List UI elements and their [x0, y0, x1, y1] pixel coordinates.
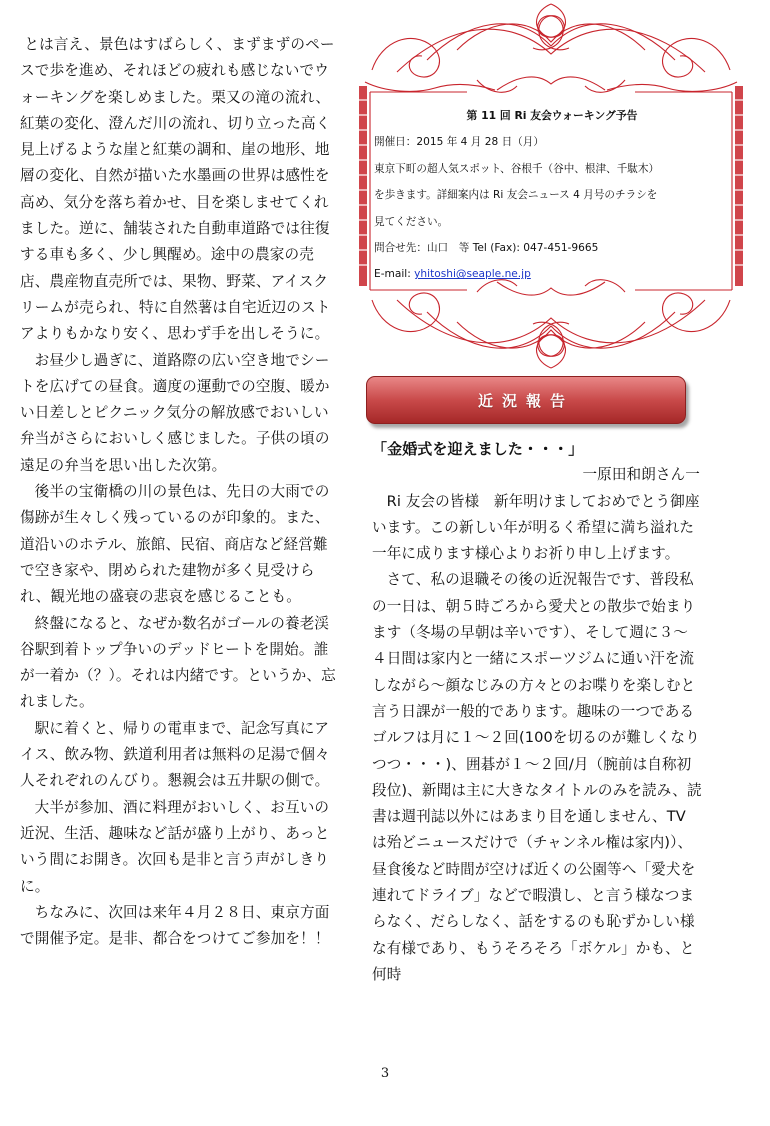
right-paragraph-2: さて、私の退職その後の近況報告です、普段私の一日は、朝５時ごろから愛犬との散歩で始まります（冬場の早朝は辛いです）、そして週に３～４日間は家内と一緒にスポーツジムに通い汗を流しながら～顔なじみの方々とのお喋りを楽しむと言う日課が一般的であります。趣味の一つであるゴルフは月に１～２回(100を切るのが難しくなりつつ・・・)、囲碁が１～２回/月（腕前は自称初段位)、新聞は主に大きなタイトルのみを読み、読書は週刊誌以外にはあまり目を通しません、TV は殆どニュースだけで（チャンネル権は家内)）、昼食後など時間が空けば近くの公園等へ「愛犬を連れてドライブ」などで暇潰し、と言う様なつまらなく、だらしなく、話をするのも恥ずかしい様な有様であり、もうそろそろ「ボケル」かも、と何時 [372, 571, 702, 983]
notice-email-link[interactable]: yhitoshi@seaple.ne.jp [414, 268, 531, 281]
left-paragraph-6: 大半が参加、酒に料理がおいしく、お互いの近況、生活、趣味など話が盛り上がり、あっという間にお開き。次回も是非と言う声がしきりに。 [20, 798, 330, 895]
left-paragraph-3: 後半の宝衛橋の川の景色は、先日の大雨での傷跡が生々しく残っているのが印象的。また、道沿いのホテル、旅館、民宿、商店など経営難で空き家や、閉められた建物が多く見受けられ、観光地の盛衰の悲哀を感じることも。 [20, 483, 330, 606]
page-number: 3 [380, 1066, 390, 1081]
article-author: 一原田和朗さん一 [582, 466, 700, 484]
left-paragraph-1: とは言え、景色はすばらしく、まずまずのペースで歩を進め、それほどの疲れも感じないでウォーキングを楽しめました。栗又の滝の流れ、紅葉の変化、澄んだ川の流れ、切り立った高く見上げるような崖と紅葉の調和、崖の地形、地層の変化、自然が描いた水墨画の世界は感性を高め、気分を落ち着かせ、目を楽しませてくれました。逆に、舗装された自動車道路では往復する車も多く、少し興醒め。途中の農家の売店、農産物直売所では、果物、野菜、アイスクリームが売られ、特に自然薯は自宅近辺のストアよりもかなり安く、思わず手を出しそうに。 [20, 36, 335, 343]
notice-email-label: E-mail: [374, 268, 415, 281]
notice-contact: 問合せ先：山口 等 Tel (Fax): 047-451-9665 [374, 242, 599, 255]
section-banner [366, 376, 686, 424]
notice-body-line-3: 見てください。 [374, 215, 449, 228]
left-paragraph-7: ちなみに、次回は来年４月２８日、東京方面で開催予定。是非、都合をつけてご参加を！！ [20, 903, 330, 948]
left-paragraph-4: 終盤になると、なぜか数名がゴールの養老渓谷駅到着トップ争いのデッドヒートを開始。誰が一着か（？）。それは内緒です。というか、忘れました。 [20, 614, 336, 711]
section-banner-label: 近況報告 [477, 391, 574, 410]
walking-notice [374, 103, 730, 288]
right-paragraph-1: Ri 友会の皆様 新年明けましておめでとう御座います。この新しい年が明るく希望に満ち溢れた一年に成ります様心よりお祈り申し上げます。 [372, 492, 700, 563]
notice-body-line-2: を歩きます。詳細案内は Ri 友会ニュース 4 月号のチラシを [374, 189, 658, 202]
article-title: 「金婚式を迎えました・・・」 [372, 440, 584, 458]
notice-email-row [374, 261, 730, 287]
notice-title: 第 11 回 Ri 友会ウォーキング予告 [466, 109, 638, 122]
notice-date: 開催日：2015 年 4 月 28 日（月） [374, 136, 544, 149]
left-paragraph-2: お昼少し過ぎに、道路際の広い空き地でシートを広げての昼食。適度の運動での空腹、暖かい日差しとピクニック気分の解放感でおいしい弁当がさらにおいしく感じました。子供の頃の遠足の弁当を思い出した次第。 [20, 351, 330, 474]
left-paragraph-5: 駅に着くと、帰りの電車まで、記念写真にアイス、飲み物、鉄道利用者は無料の足湯で個々人それぞれのんびり。懇親会は五井駅の側で。 [20, 719, 330, 790]
left-column-article [20, 32, 340, 952]
notice-body-line-1: 東京下町の超人気スポット、谷根千（谷中、根津、千駄木） [374, 162, 660, 175]
right-column-article [372, 436, 702, 988]
